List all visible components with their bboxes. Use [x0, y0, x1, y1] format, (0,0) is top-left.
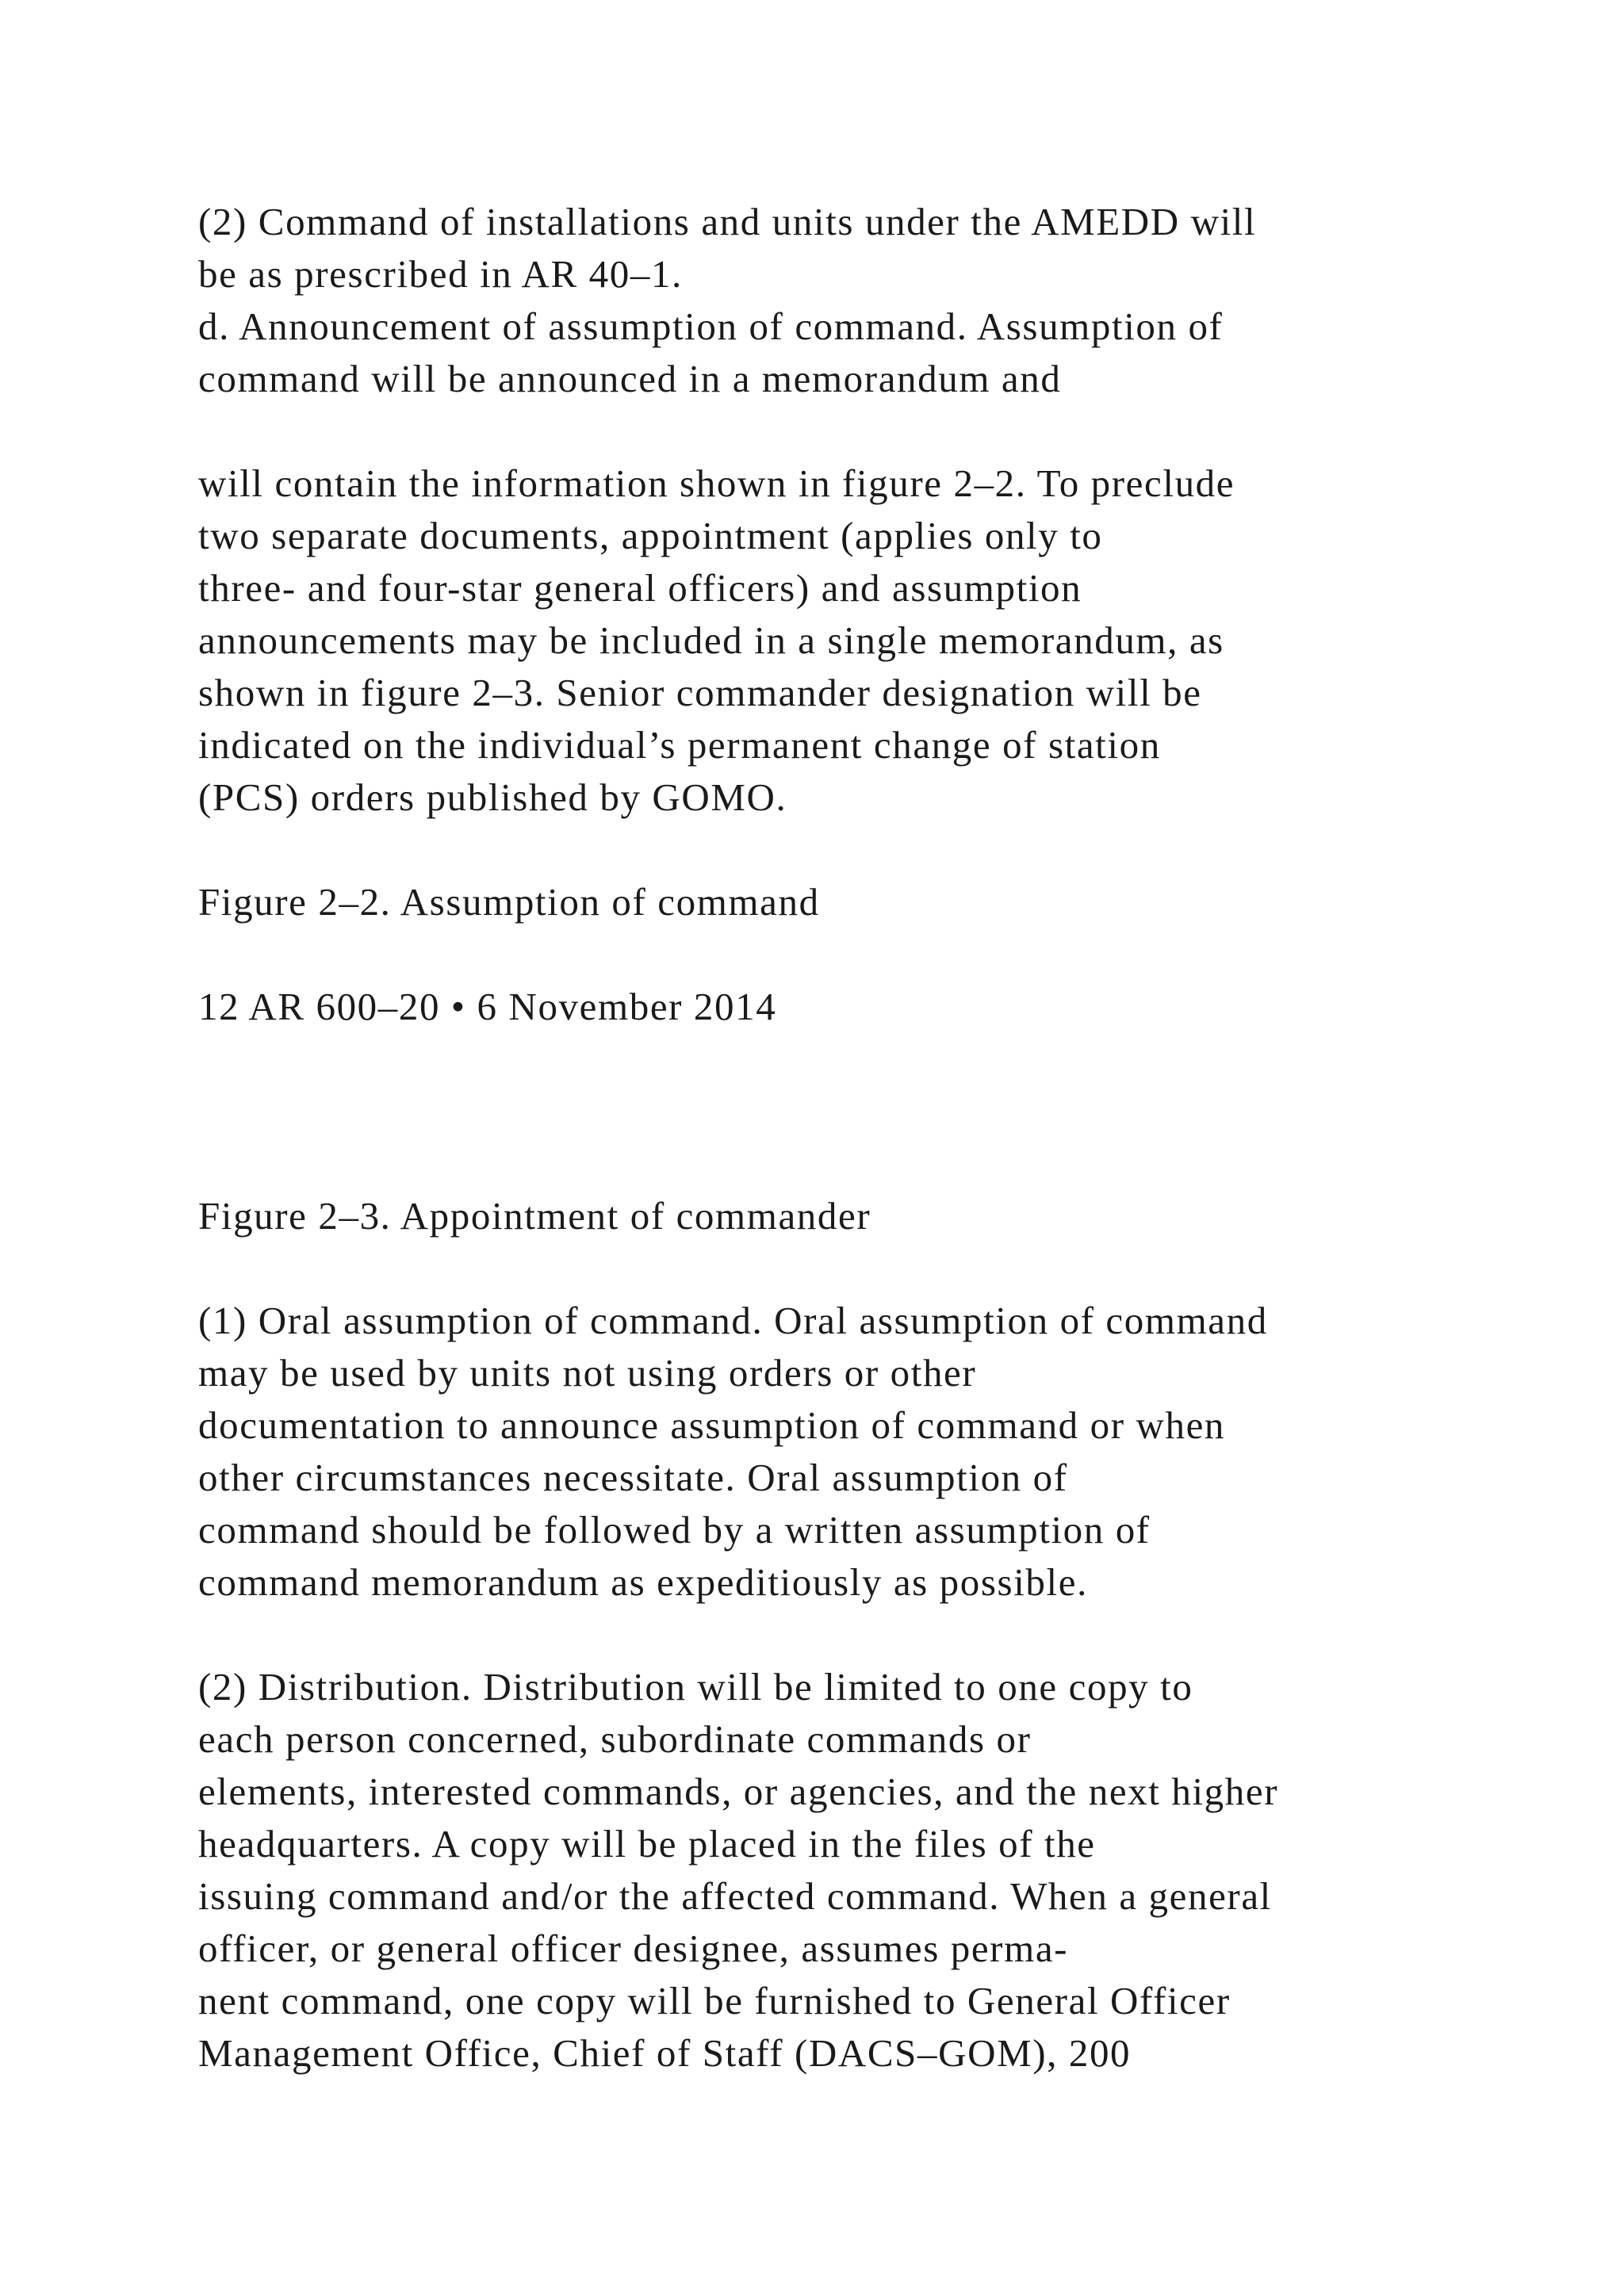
- text-line: headquarters. A copy will be placed in the files of the: [198, 1822, 1096, 1866]
- text-line: (PCS) orders published by GOMO.: [198, 775, 787, 819]
- page-footer: 12 AR 600–20 • 6 November 2014: [198, 985, 777, 1028]
- text-line: nent command, one copy will be furnished to General Officer: [198, 1979, 1231, 2022]
- text-line: command memorandum as expeditiously as possible.: [198, 1560, 1088, 1604]
- text-line: be as prescribed in AR 40–1.: [198, 252, 683, 296]
- figure-caption: Figure 2–3. Appointment of commander: [198, 1194, 871, 1238]
- text-line: elements, interested commands, or agencies, and the next higher: [198, 1770, 1279, 1813]
- text-line: Management Office, Chief of Staff (DACS–GOM), 200: [198, 2031, 1132, 2075]
- text-line: command should be followed by a written assumption of: [198, 1508, 1151, 1552]
- text-line: two separate documents, appointment (applies only to: [198, 514, 1103, 557]
- text-line: announcements may be included in a single memorandum, as: [198, 618, 1224, 662]
- text-line: will contain the information shown in figure 2–2. To preclude: [198, 461, 1235, 505]
- text-line: (1) Oral assumption of command. Oral assumption of command: [198, 1299, 1268, 1342]
- text-line: other circumstances necessitate. Oral assumption of: [198, 1456, 1068, 1499]
- text-line: d. Announcement of assumption of command. Assumption of: [198, 304, 1224, 348]
- text-line: shown in figure 2–3. Senior commander designation will be: [198, 671, 1202, 714]
- text-line: each person concerned, subordinate commands or: [198, 1717, 1032, 1761]
- text-line: three- and four-star general officers) and assumption: [198, 566, 1082, 610]
- text-line: documentation to announce assumption of command or when: [198, 1403, 1226, 1447]
- text-line: (2) Command of installations and units under the AMEDD will: [198, 200, 1257, 243]
- text-line: command will be announced in a memorandum and: [198, 357, 1062, 400]
- text-line: may be used by units not using orders or other: [198, 1351, 977, 1395]
- text-line: officer, or general officer designee, assumes perma-: [198, 1927, 1069, 1970]
- text-line: indicated on the individual’s permanent change of station: [198, 723, 1161, 767]
- text-line: (2) Distribution. Distribution will be limited to one copy to: [198, 1665, 1193, 1709]
- text-line: issuing command and/or the affected command. When a general: [198, 1874, 1272, 1918]
- figure-caption: Figure 2–2. Assumption of command: [198, 880, 820, 924]
